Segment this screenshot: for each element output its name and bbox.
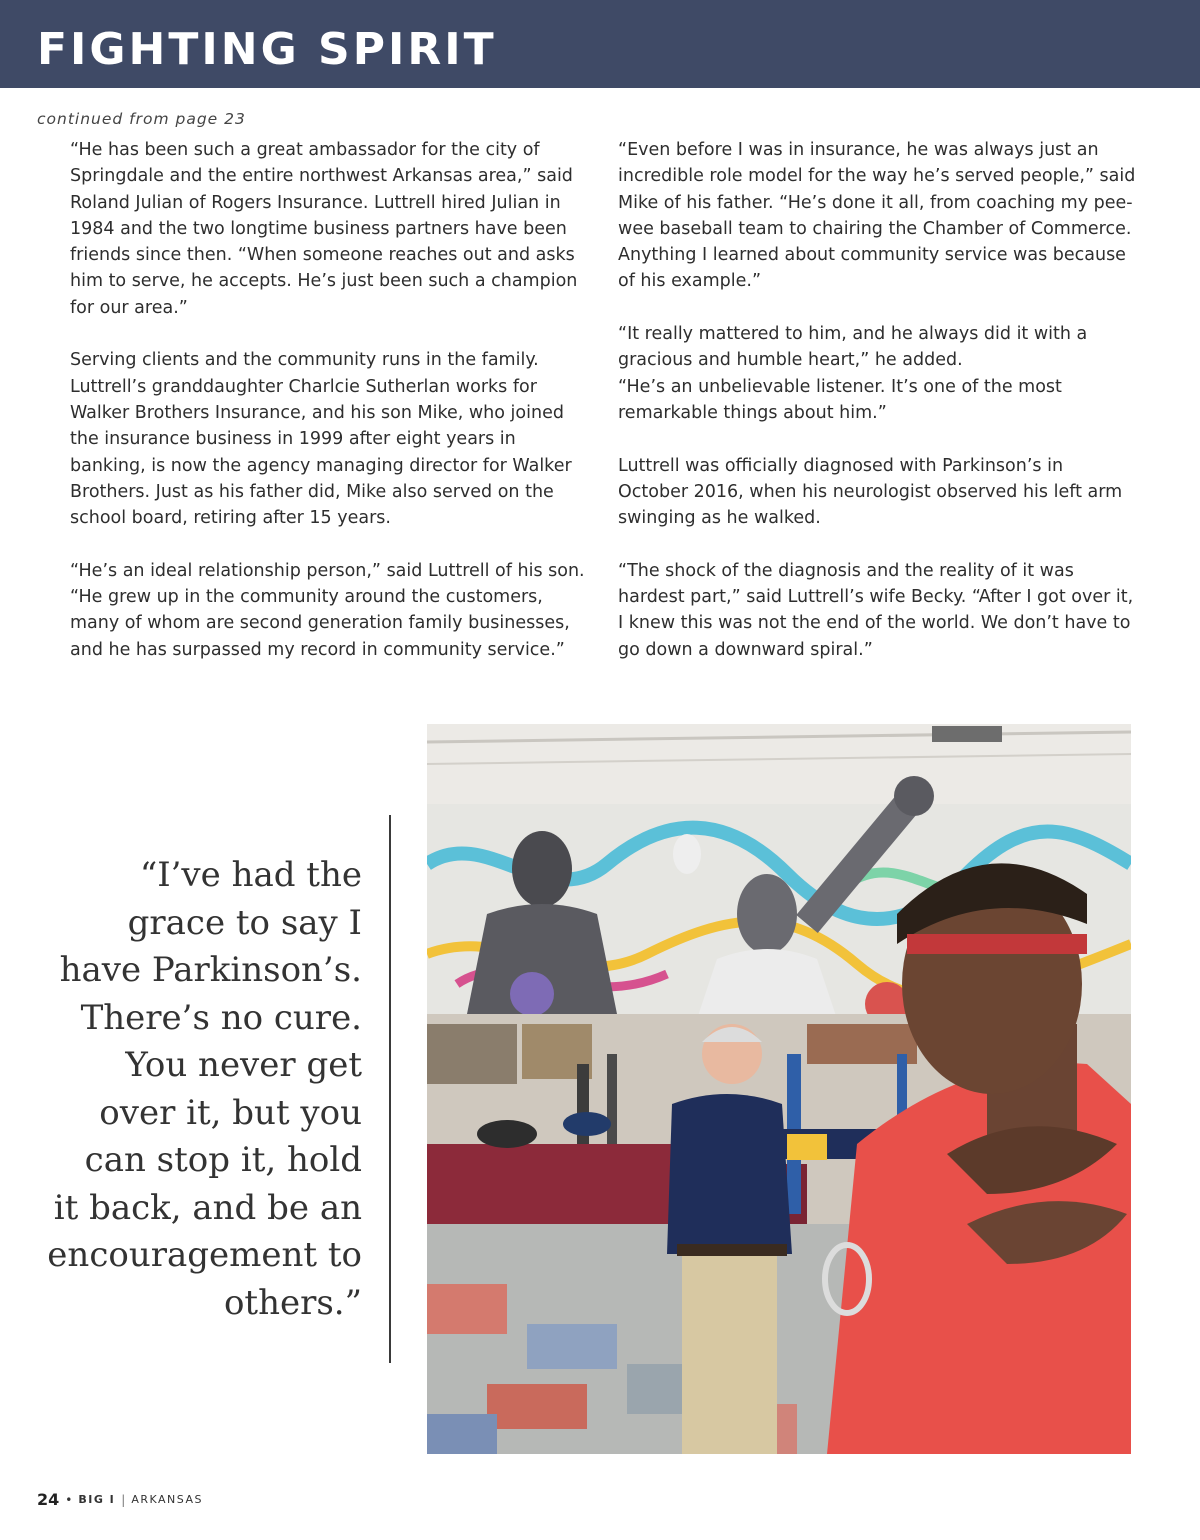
pull-quote: “I’ve had the grace to say I have Parkinson’s. There’s no cure. You never get over it, but you can stop it, hold it back, and be an encouragement to others.” (47, 855, 362, 1323)
gym-photo (427, 724, 1131, 1454)
left-column (70, 137, 590, 689)
paragraph: “The shock of the diagnosis and the reality of it was hardest part,” said Luttrell’s wife Becky. “After I got over it, I knew this was not the end of the world. We don’t have to go down a downward spiral.” (618, 560, 1134, 660)
footer-separator: | (121, 1492, 126, 1507)
footer-bullet: • (65, 1492, 73, 1507)
publication-state: ARKANSAS (131, 1493, 203, 1506)
paragraph: “He’s an ideal relationship person,” said Luttrell of his son. “He grew up in the community around the customers, many of whom are second generation family businesses, and he has surpassed my record in community service.” (70, 560, 585, 660)
paragraph: Luttrell was officially diagnosed with Parkinson’s in October 2016, when his neurologist observed his left arm swinging as he walked. (618, 455, 1123, 529)
paragraph: “He has been such a great ambassador for the city of Springdale and the entire northwest Arkansas area,” said Roland Julian of Rogers Insurance. Luttrell hired Julian in 1984 and the two longtime business partners have been friends since then. “When someone reaches out and asks him to serve, he accepts. He’s just been such a champion for our area.” (70, 140, 578, 318)
paragraph: “It really mattered to him, and he always did it with a gracious and humble heart,” he added. “He’s an unbelievable listener. It’s one of the most remarkable things about him.” (618, 324, 1088, 423)
section-title: FIGHTING SPIRIT (37, 24, 497, 75)
pull-quote-divider (389, 815, 391, 1363)
page-footer (37, 1490, 203, 1509)
continued-note: continued from page 23 (37, 110, 246, 128)
right-column (618, 137, 1138, 689)
header-bar (0, 0, 1200, 88)
publication-name: BIG I (78, 1493, 116, 1506)
paragraph: Serving clients and the community runs in the family. Luttrell’s granddaughter Charlcie Sutherlan works for Walker Brothers Insurance, and his son Mike, who joined the insurance business in 1999 after eight years in banking, is now the agency managing director for Walker Brothers. Just as his father did, Mike also served on the school board, retiring after 15 years. (70, 350, 572, 529)
page-number: 24 (37, 1490, 60, 1509)
paragraph: “Even before I was in insurance, he was always just an incredible role model for the way he’s served people,” said Mike of his father. “He’s done it all, from coaching my pee-wee baseball team to chairing the Chamber of Commerce. Anything I learned about community service was because of his example.” (618, 140, 1136, 292)
